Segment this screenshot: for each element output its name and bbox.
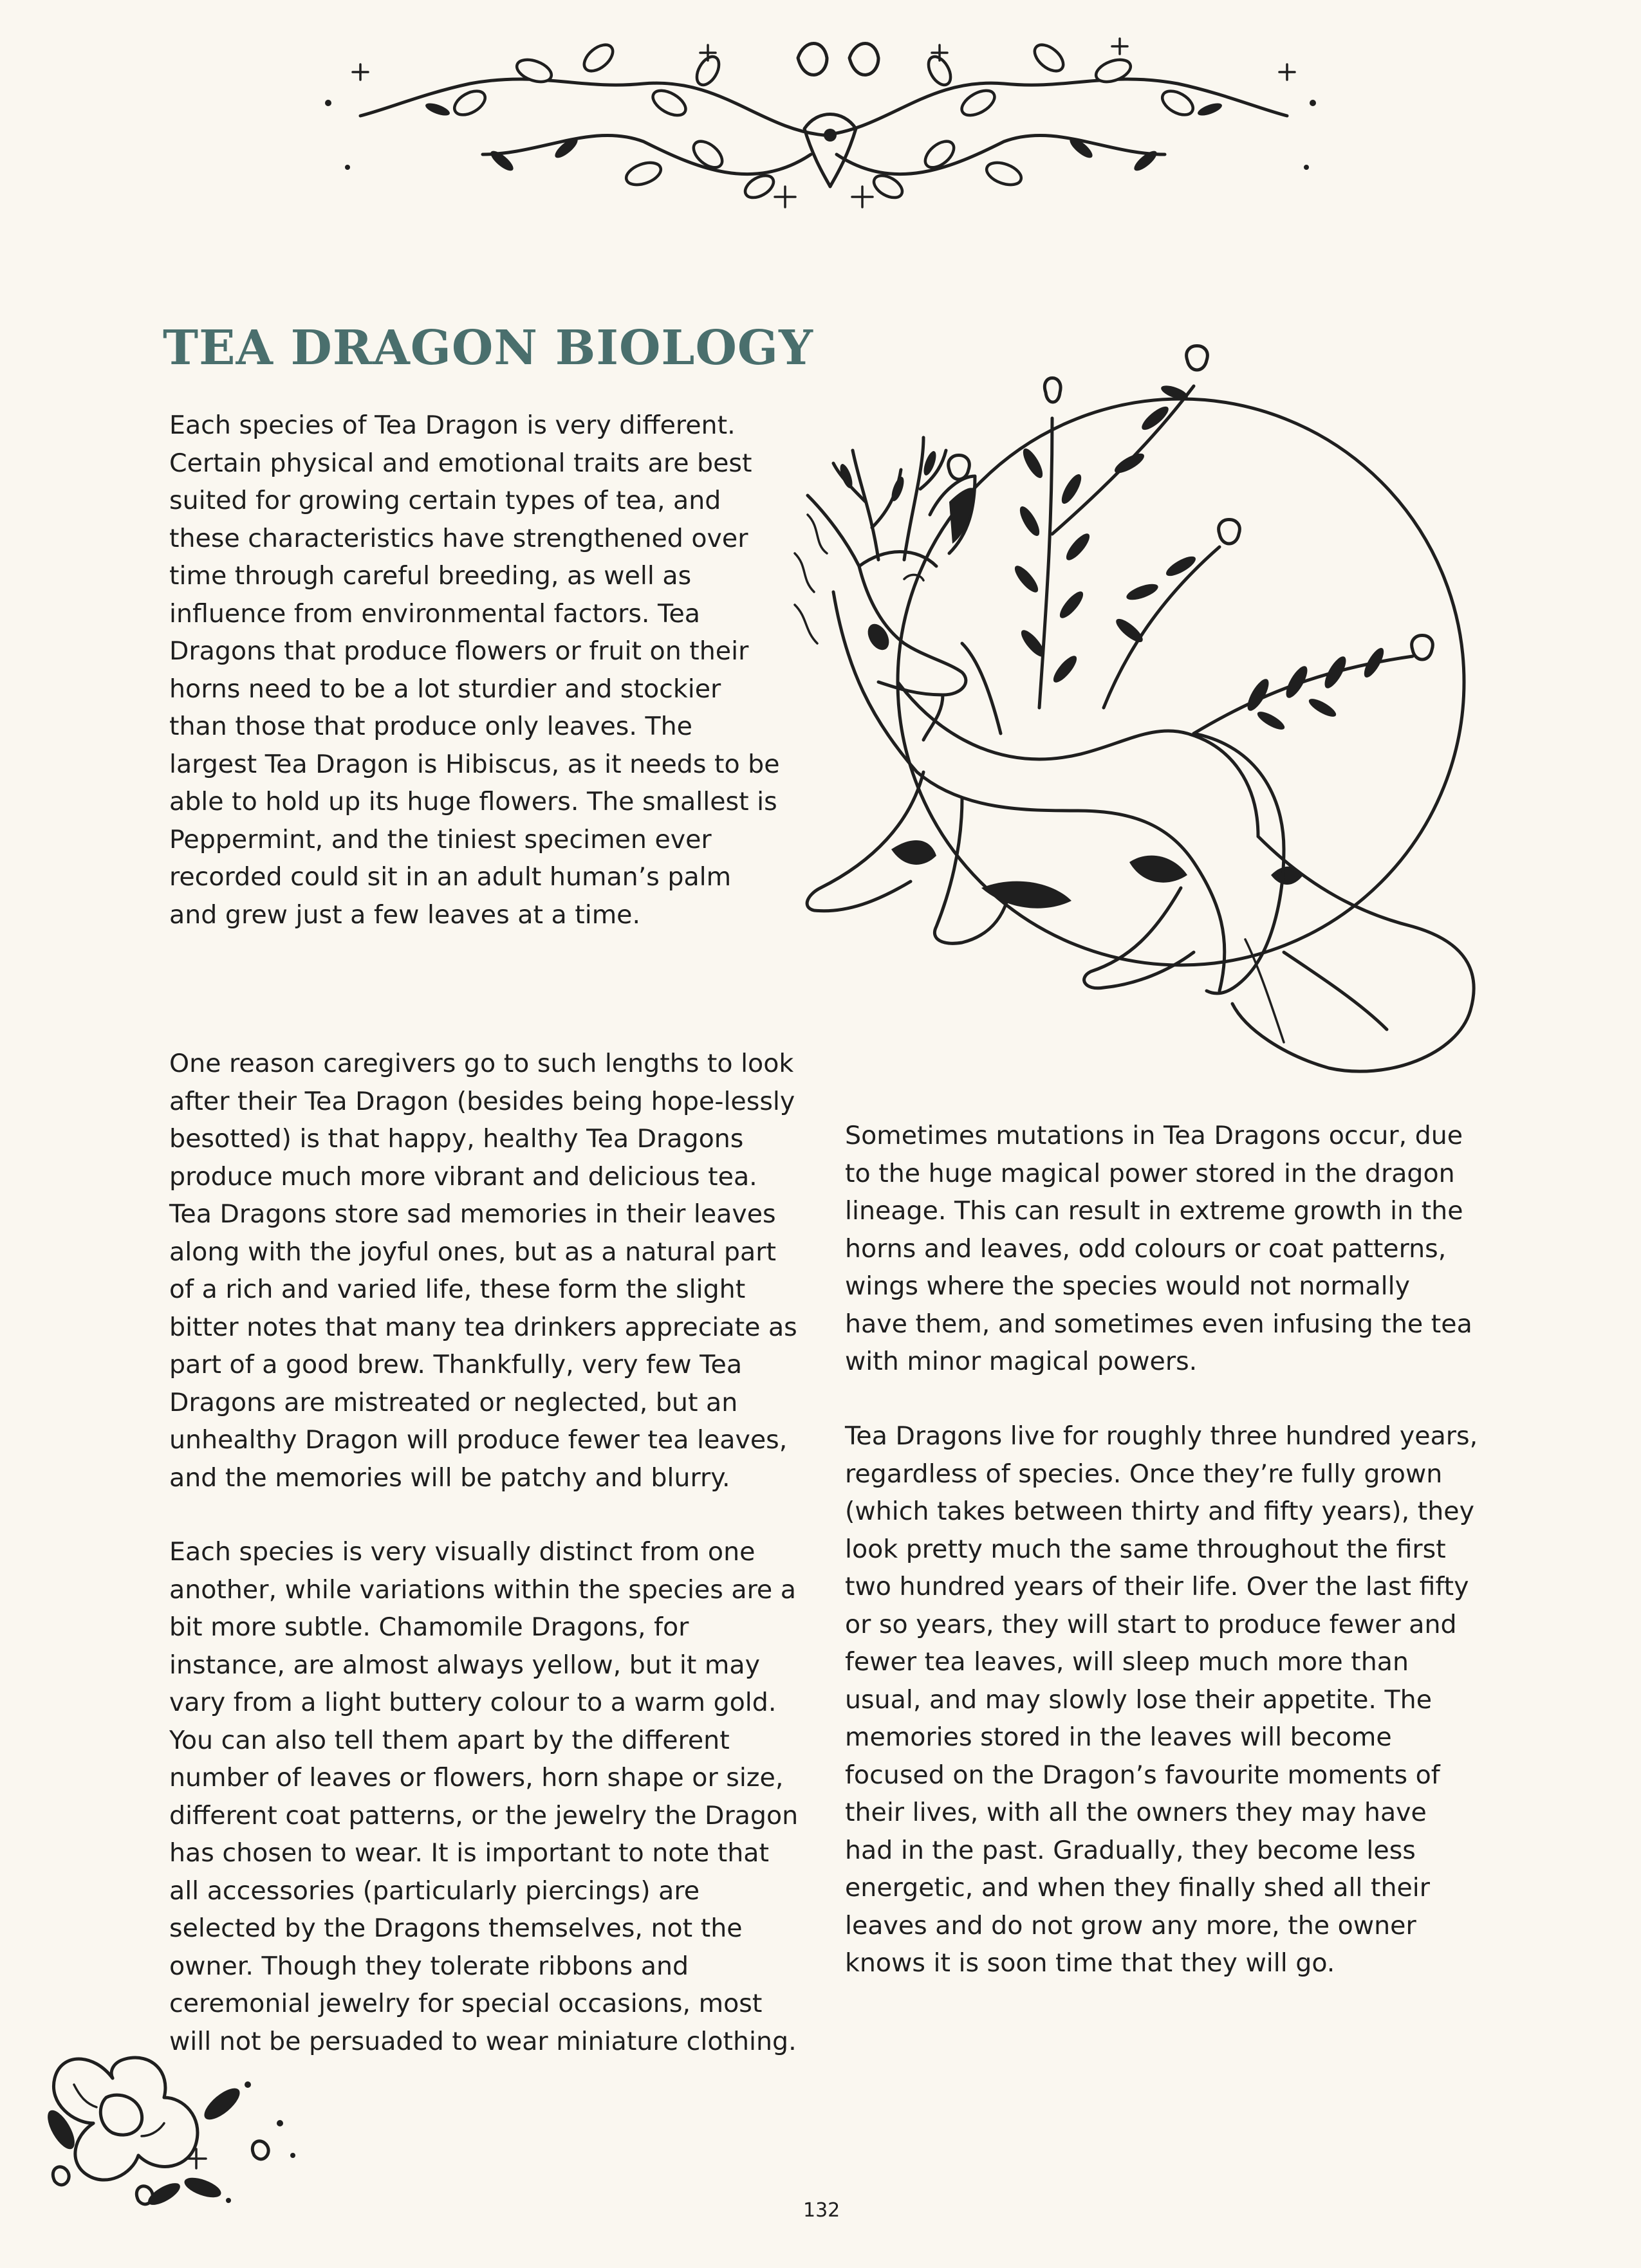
paragraph-4: Sometimes mutations in Tea Dragons occur, due to the huge magical power stored in the dragon lineage. This can result in extreme growth in the horns and leaves, odd colours or coat patterns, wings where the species would not normally have them, and sometimes even infusing the tea with minor magical powers. [845,1121,1472,1376]
tea-dragon-illustration [769,322,1522,1113]
paragraph-1: Each species of Tea Dragon is very different. Certain physical and emotional traits are best suited for growing certain types of tea, and these characteristics have strengthened over time through careful breeding, as well as influence from environmental factors. Tea Dragons that produce flowers or fruit on their horns need to be a lot sturdier and stockier than those that produce only leaves. The largest Tea Dragon is Hibiscus, as it needs to be able to hold up its huge flowers. The smallest is Peppermint, and the tiniest specimen ever recorded could sit in an adult human’s palm and grew just a few leaves at a time. [169,410,780,930]
paragraph-5: Tea Dragons live for roughly three hundred years, regardless of species. Once they’re fully grown (which takes between thirty and fifty years), they look pretty much the same throughout the first two hundred years of their life. Over the last fifty or so years, they will start to produce fewer and fewer tea leaves, will sleep much more than usual, and may slowly lose their appetite. The memories stored in the leaves will become focused on the Dragon’s favourite moments of their lives, with all the owners they may have had in the past. Gradually, they become less energetic, and when they finally shed all their leaves and do not grow any more, the owner knows it is soon time that they will go. [845,1421,1478,1978]
vine-icon [325,39,1316,207]
paragraph-3: Each species is very visually distinct from one another, while variations within the species are a bit more subtle. Chamomile Dragons, for instance, are almost always yellow, but it may vary from a light buttery colour to a warm gold. You can also tell them apart by the different number of leaves or flowers, horn shape or size, different coat patterns, or the jewelry the Dragon has chosen to wear. It is important to note that all accessories (particularly piercings) are selected by the Dragons themselves, not the owner. Though they tolerate ribbons and ceremonial jewelry for special occasions, most will not be persuaded to wear miniature clothing. [169,1537,799,2056]
section-title: TEA DRAGON BIOLOGY [163,320,813,376]
page-number: 132 [803,2199,840,2222]
paragraph-2: One reason caregivers go to such lengths to look after their Tea Dragon (besides being hope-lessly besotted) is that happy, healthy Tea Dragons produce much more vibrant and delicious tea. Tea Dragons store sad memories in their leaves along with the joyful ones, but as a natural part of a rich and varied life, these form the slight bitter notes that many tea drinkers appreciate as part of a good brew. Thankfully, very few Tea Dragons are mistreated or neglected, but an unhealthy Dragon will produce fewer tea leaves, and the memories will be patchy and blurry. [169,1049,797,1493]
dragon-icon [795,346,1474,1072]
top-vine-ornament [309,32,1339,225]
bottom-flower-ornament [35,2027,306,2213]
flower-icon [42,2058,295,2209]
